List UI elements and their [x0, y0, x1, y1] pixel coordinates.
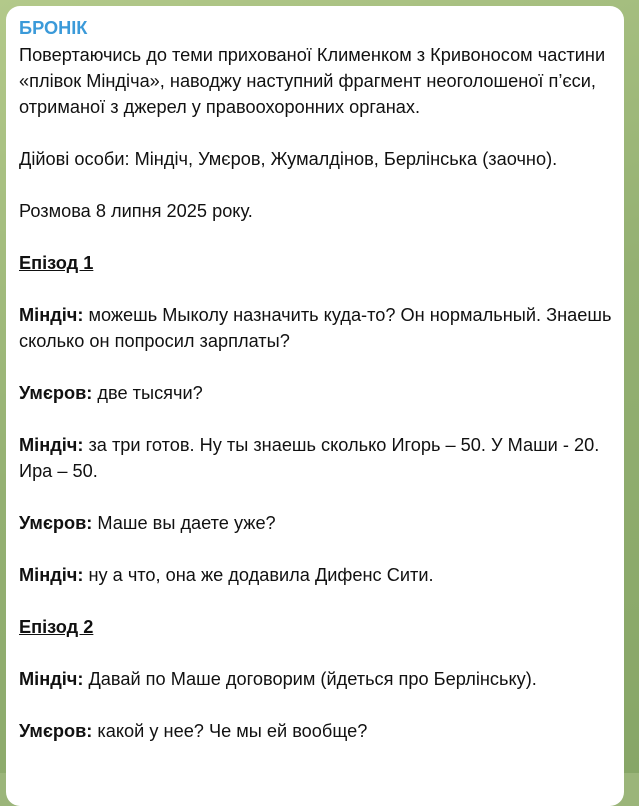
sender-name[interactable]: БРОНІК [19, 18, 88, 38]
dialogue-line [19, 380, 612, 406]
line-text: Маше вы даете уже? [92, 513, 276, 533]
dialogue-line [19, 666, 612, 692]
line-text: Давай по Маше договорим (йдеться про Берлінську). [83, 669, 537, 689]
line-text: две тысячи? [92, 383, 203, 403]
episode-2-title: Епізод 2 [19, 617, 94, 637]
speaker-name: Умєров: [19, 513, 93, 533]
line-text: какой у нее? Че мы ей вообще? [92, 721, 368, 741]
speaker-name: Міндіч: [19, 669, 84, 689]
speaker-name: Міндіч: [19, 565, 84, 585]
speaker-name: Умєров: [19, 721, 93, 741]
speaker-name: Умєров: [19, 383, 93, 403]
dialogue-line [19, 562, 612, 588]
episode-1-title: Епізод 1 [19, 253, 94, 273]
line-text: можешь Мыколу назначить куда-то? Он нормальный. Знаешь сколько он попросил зарплаты? [19, 305, 612, 351]
speaker-name: Міндіч: [19, 305, 84, 325]
date-text: Розмова 8 липня 2025 року. [19, 201, 253, 221]
speaker-name: Міндіч: [19, 435, 84, 455]
dialogue-line [19, 718, 612, 744]
message-bubble[interactable] [6, 6, 624, 806]
dialogue-line [19, 302, 612, 354]
line-text: за три готов. Ну ты знаешь сколько Игорь – 50. У Маши - 20. Ира – 50. [19, 435, 600, 481]
intro-text: Повертаючись до теми прихованої Клименком з Кривоносом частини «плівок Міндіча», наводжу наступний фрагмент неоголошеної п’єси, отриманої з джерел у правоохоронних органах. [19, 45, 606, 117]
dialogue-line [19, 510, 612, 536]
line-text: ну а что, она же додавила Дифенс Сити. [83, 565, 434, 585]
cast-text: Дійові особи: Міндіч, Умєров, Жумалдінов, Берлінська (заочно). [19, 149, 558, 169]
dialogue-line [19, 432, 612, 484]
